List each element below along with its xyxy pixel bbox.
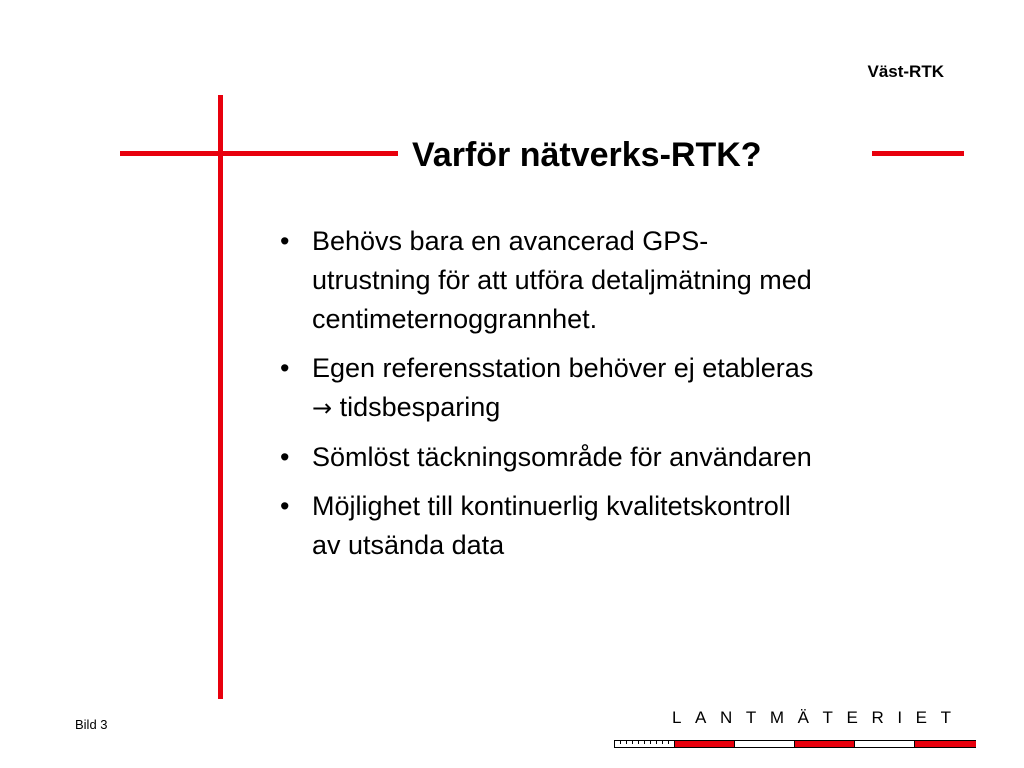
bullet-text-line: Egen referensstation behöver ej etableras (312, 353, 814, 383)
header-label: Väst-RTK (867, 62, 944, 81)
slide-number: Bild 3 (75, 717, 108, 732)
bullet-item (272, 438, 962, 477)
bullet-dot: • (280, 442, 290, 472)
bullet-dot: • (280, 353, 290, 383)
bullet-dot: • (280, 491, 290, 521)
bullet-text-line: Möjlighet till kontinuerlig kvalitetskontroll (312, 491, 791, 521)
scale-red-segment (795, 741, 854, 747)
bullet-list (272, 222, 962, 575)
bullet-item (272, 487, 962, 565)
bullet-item (272, 222, 962, 339)
bullet-text-line: Sömlöst täckningsområde för användaren (312, 442, 812, 472)
slide-title: Varför nätverks-RTK? (412, 136, 762, 174)
logo-scale-bar (614, 740, 976, 748)
bullet-item (272, 349, 962, 428)
bullet-dot: • (280, 226, 290, 256)
scale-red-segment (915, 741, 976, 747)
bullet-text-line: Behövs bara en avancerad GPS- (312, 226, 709, 256)
bullet-text-line: av utsända data (312, 530, 505, 560)
right-arrow-icon: → (312, 394, 333, 422)
red-horizontal-line-left (120, 151, 398, 156)
scale-red-segment (675, 741, 734, 747)
logo-wordmark: LANTMÄTERIET (672, 708, 965, 727)
bullet-text-line: utrustning för att utföra detaljmätning med (312, 265, 812, 295)
bullet-text-line: centimeternoggrannhet. (312, 304, 598, 334)
scale-ticks (615, 740, 915, 748)
red-vertical-line (218, 95, 223, 699)
red-horizontal-line-right (872, 151, 964, 156)
bullet-text-line: tidsbesparing (339, 392, 501, 422)
